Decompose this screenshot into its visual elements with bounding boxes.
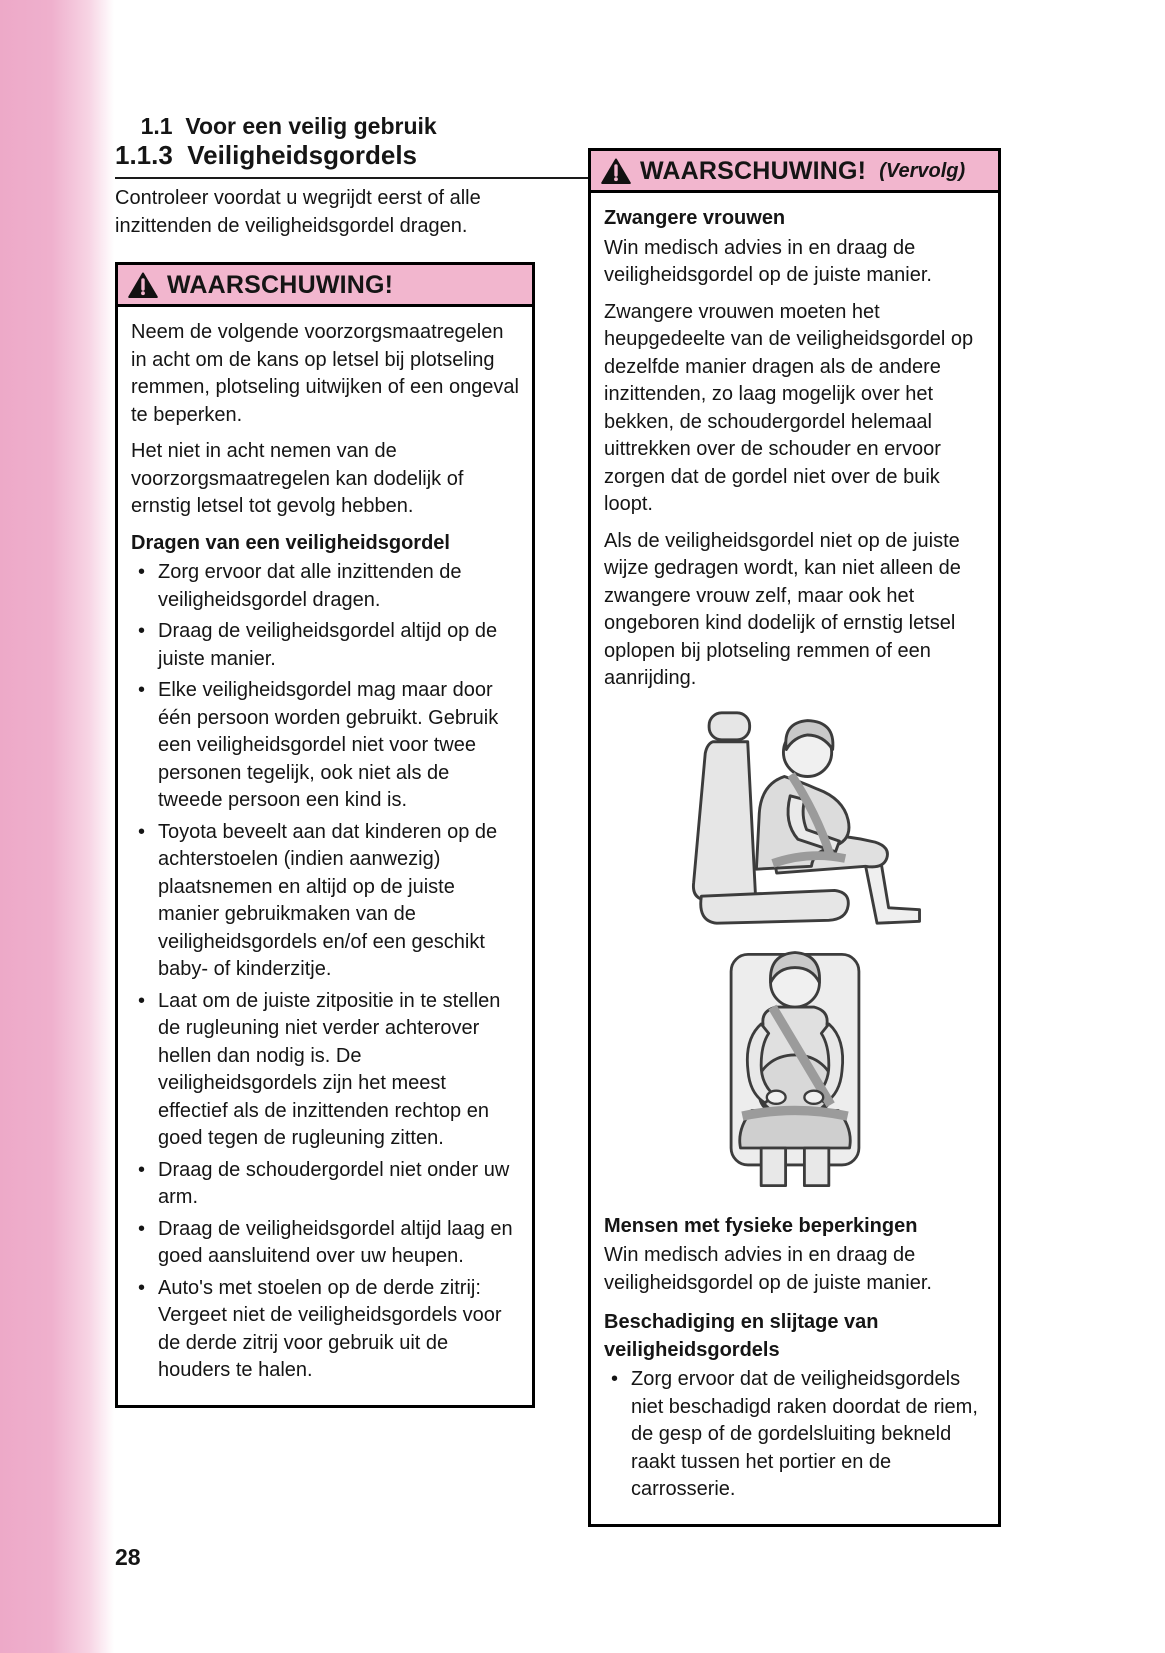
bullet-item: • Laat om de juiste zitpositie in te stellen de rugleuning niet verder achterover hellen dan nodig is. De veiligheidsgordels zijn het meest effectief als de inzittenden rechtop en goed tegen de rugleuning zitten. <box>131 988 519 1153</box>
warning-paragraph: Als de veiligheidsgordel niet op de juiste wijze gedragen wordt, kan niet alleen de zwangere vrouw zelf, maar ook het ongeboren kind dodelijk of ernstig letsel oplopen bij plotseling remmen of een aanrijding. <box>604 529 961 689</box>
bullet-item: • Draag de schoudergordel niet onder uw arm. <box>131 1157 519 1212</box>
bullet-item: • Zorg ervoor dat alle inzittenden de veiligheidsgordel dragen. <box>131 559 519 614</box>
warning-bullet-list <box>604 1366 985 1504</box>
section-title: 1.1.3 Veiligheidsgordels <box>115 140 418 170</box>
warning-box-left-header <box>118 265 532 307</box>
warning-subheading: Beschadiging en slijtage van veiligheidsgordels <box>604 1311 879 1361</box>
warning-box-right-body <box>591 193 998 1524</box>
bullet-item: • Draag de veiligheidsgordel altijd laag en goed aansluitend over uw heupen. <box>131 1216 519 1271</box>
warning-subheading: Mensen met fysieke beperkingen <box>604 1214 918 1237</box>
pregnant-woman-front-illustration <box>682 945 908 1195</box>
bullet-item: • Zorg ervoor dat de veiligheidsgordels niet beschadigd raken doordat de riem, de gesp of de gordelsluiting bekneld raakt tussen het portier en de carrosserie. <box>604 1366 985 1504</box>
warning-subheading: Zwangere vrouwen <box>604 207 786 229</box>
warning-continued-label: (Vervolg) <box>879 159 966 182</box>
warning-box-left <box>115 262 535 1408</box>
warning-title: WAARSCHUWING! <box>640 156 867 185</box>
page-number: 28 <box>115 1544 141 1570</box>
warning-box-right-header <box>591 151 998 193</box>
warning-title: WAARSCHUWING! <box>167 270 394 299</box>
warning-box-right <box>588 148 1001 1527</box>
bullet-item: • Toyota beveelt aan dat kinderen op de achterstoelen (indien aanwezig) plaatsnemen en altijd op de juiste manier gebruikmaken van de veiligheidsgordels en/of een geschikt baby- of kinderzitje. <box>131 819 519 984</box>
intro-paragraph: Controleer voordat u wegrijdt eerst of alle inzittenden de veiligheidsgordel dragen. <box>115 187 481 237</box>
bullet-item: • Elke veiligheidsgordel mag maar door één persoon worden gebruikt. Gebruik een veiligheidsgordel niet voor twee personen tegelijk, ook niet als de tweede persoon een kind is. <box>131 677 519 815</box>
warning-paragraph: Het niet in acht nemen van de voorzorgsmaatregelen kan dodelijk of ernstig letsel tot gevolg hebben. <box>131 440 464 517</box>
bullet-item: • Draag de veiligheidsgordel altijd op de juiste manier. <box>131 618 519 673</box>
page-margin-band <box>0 0 114 1653</box>
pregnant-woman-side-illustration <box>645 707 945 929</box>
seatbelt-illustrations <box>604 707 985 1195</box>
warning-triangle-icon <box>128 272 158 299</box>
warning-subheading: Dragen van een veiligheidsgordel <box>131 531 450 554</box>
left-column <box>115 140 535 1408</box>
bullet-item: • Auto's met stoelen op de derde zitrij: Vergeet niet de veiligheidsgordels voor de derde zitrij voor gebruik uit de houders te halen. <box>131 1275 519 1385</box>
warning-paragraph: Neem de volgende voorzorgsmaatregelen in acht om de kans op letsel bij plotseling remmen, plotseling uitwijken of een ongeval te beperken. <box>131 321 519 426</box>
warning-paragraph: Win medisch advies in en draag de veiligheidsgordel op de juiste manier. <box>604 236 932 286</box>
warning-box-left-body <box>118 307 532 1405</box>
warning-paragraph: Win medisch advies in en draag de veiligheidsgordel op de juiste manier. <box>604 1244 932 1294</box>
warning-triangle-icon <box>601 158 631 185</box>
right-column <box>588 148 1001 1527</box>
warning-paragraph: Zwangere vrouwen moeten het heupgedeelte van de veiligheidsgordel op dezelfde manier dragen als de andere inzittenden, zo laag mogelijk over het bekken, de schoudergordel helemaal uittrekken over de schouder en ervoor zorgen dat de gordel niet over de buik loopt. <box>604 300 974 515</box>
warning-bullet-list <box>131 559 519 1385</box>
chapter-header-text: 1.1 Voor een veilig gebruik <box>140 113 437 139</box>
